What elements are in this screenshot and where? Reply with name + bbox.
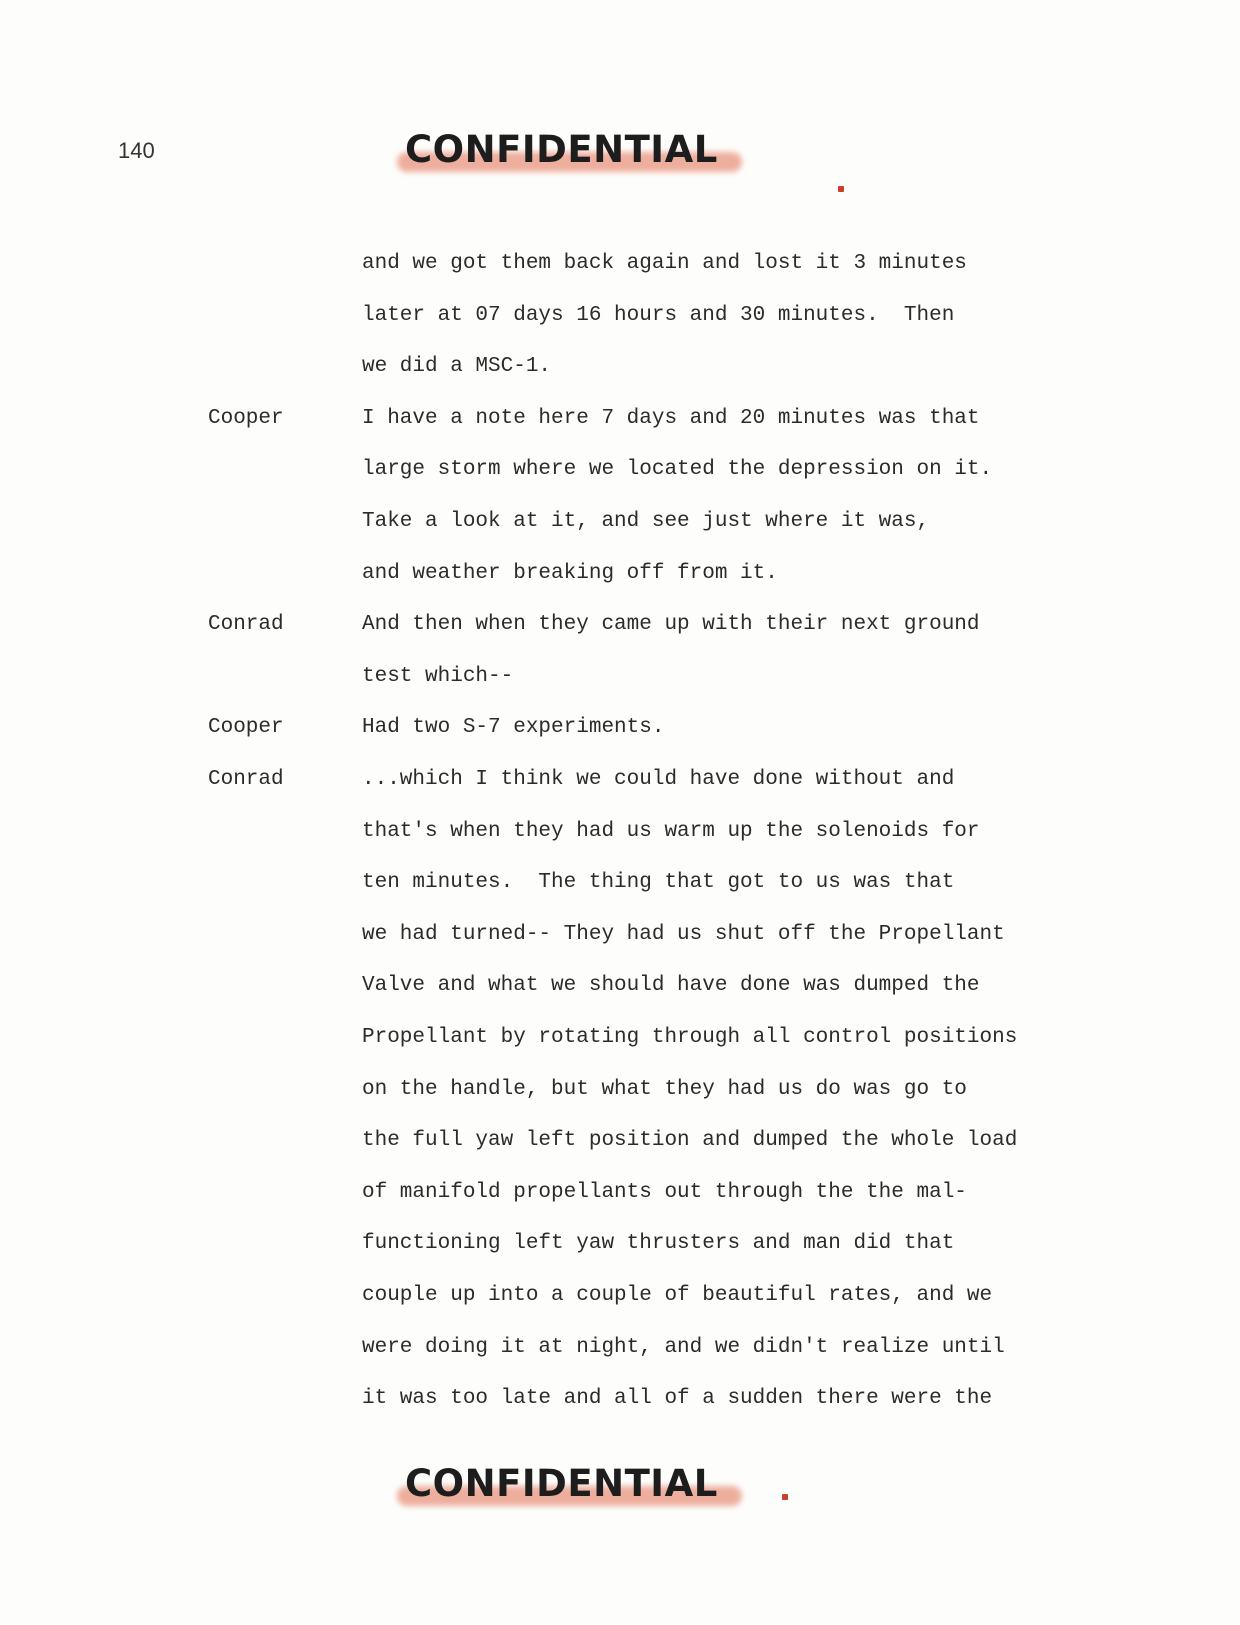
transcript-line: functioning left yaw thrusters and man did that <box>362 1232 955 1255</box>
transcript-line: we did a MSC-1. <box>362 355 552 378</box>
transcript-line: test which-- <box>362 665 514 688</box>
speaker-name: Cooper <box>208 407 284 430</box>
stamp-text: CONFIDENTIAL <box>405 1462 718 1505</box>
speaker-name: Cooper <box>208 716 284 739</box>
speaker-name: Conrad <box>208 613 284 636</box>
transcript-line: it was too late and all of a sudden there were the <box>362 1387 993 1410</box>
transcript-line: later at 07 days 16 hours and 30 minutes. Then <box>362 304 955 327</box>
transcript-line: Had two S-7 experiments. <box>362 716 665 739</box>
transcript-line: we had turned-- They had us shut off the Propellant <box>362 923 1005 946</box>
transcript-line: couple up into a couple of beautiful rates, and we <box>362 1284 993 1307</box>
transcript-line: were doing it at night, and we didn't realize until <box>362 1336 1005 1359</box>
transcript-line: And then when they came up with their next ground <box>362 613 980 636</box>
speaker-name: Conrad <box>208 768 284 791</box>
transcript-line: ...which I think we could have done without and <box>362 768 955 791</box>
transcript-line: of manifold propellants out through the the mal- <box>362 1181 967 1204</box>
transcript-line: Propellant by rotating through all control positions <box>362 1026 1018 1049</box>
transcript-line: Valve and what we should have done was dumped the <box>362 974 980 997</box>
confidential-stamp-top <box>405 128 735 178</box>
page-number: 140 <box>118 138 155 163</box>
transcript-line: on the handle, but what they had us do was go to <box>362 1078 967 1101</box>
ink-mark <box>782 1494 788 1500</box>
confidential-stamp-bottom <box>405 1462 735 1512</box>
ink-mark <box>838 186 844 192</box>
transcript-line: the full yaw left position and dumped the whole load <box>362 1129 1018 1152</box>
stamp-text: CONFIDENTIAL <box>405 128 718 171</box>
transcript-line: ten minutes. The thing that got to us was that <box>362 871 955 894</box>
transcript-line: and we got them back again and lost it 3 minutes <box>362 252 967 275</box>
transcript-line: large storm where we located the depression on it. <box>362 458 993 481</box>
transcript-line: I have a note here 7 days and 20 minutes was that <box>362 407 980 430</box>
transcript-line: Take a look at it, and see just where it was, <box>362 510 930 533</box>
transcript-line: that's when they had us warm up the solenoids for <box>362 820 980 843</box>
transcript-line: and weather breaking off from it. <box>362 562 778 585</box>
